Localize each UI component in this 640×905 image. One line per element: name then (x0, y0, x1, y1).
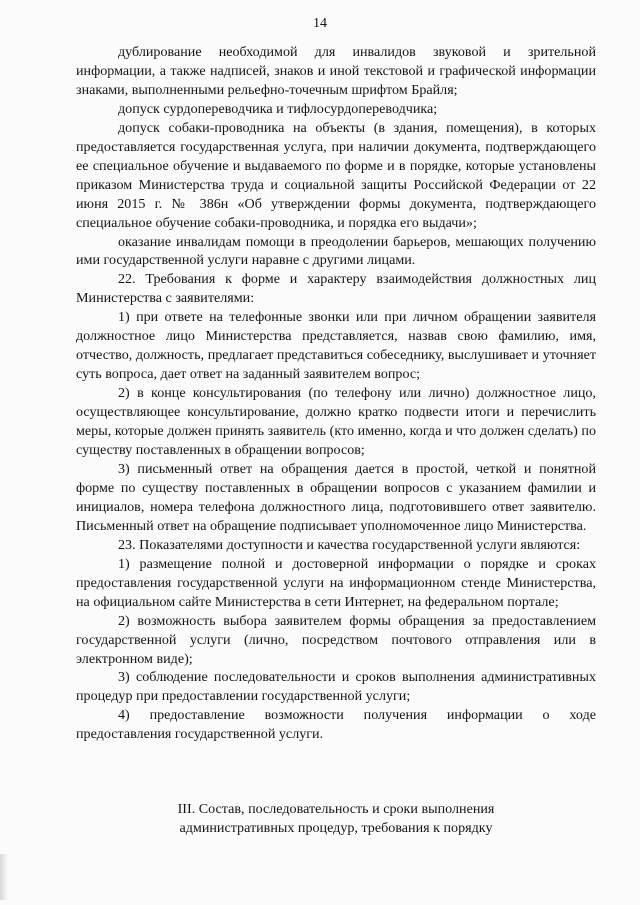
page-number: 14 (313, 16, 327, 31)
body-text (76, 43, 596, 744)
paragraph-sign-interpreter: допуск сурдопереводчика и тифлосурдопереводчика; (118, 100, 438, 117)
paragraph-23-2: 2) возможность выбора заявителем формы обращения за предоставлением государственной услуги (лично, посредством почтового отправления или в электронном виде); (76, 612, 596, 667)
scan-edge-shadow (0, 854, 8, 900)
section-heading-line-2: административных процедур, требования к порядку (179, 820, 493, 836)
section-heading (76, 800, 596, 838)
section-heading-line-1: III. Состав, последовательность и сроки выполнения (177, 801, 495, 817)
paragraph-23: 23. Показателями доступности и качества государственной услуги являются: (118, 536, 581, 553)
paragraph-braille: дублирование необходимой для инвалидов звуковой и зрительной информации, а также надписей, знаков и иной текстовой и графической информации знаками, выполненными рельефно-точечным шрифтом Брайля; (76, 44, 596, 98)
paragraph-23-1: 1) размещение полной и достоверной информации о порядке и сроках предоставления государственной услуги на информационном стенде Министерства, на официальном сайте Министерства в сети Интернет, на федеральном портале; (76, 555, 596, 610)
paragraph-23-3: 3) соблюдение последовательности и сроков выполнения административных процедур при предоставлении государственной услуги; (76, 669, 596, 705)
paragraph-22-3: 3) письменный ответ на обращения дается в простой, четкой и понятной форме по существу поставленных в обращении вопросов с указанием фамилии и инициалов, номера телефона должностного лица, подготовившего ответ заявителю. Письменный ответ на обращение подписывает уполномоченное лицо Министерства. (76, 460, 596, 534)
paragraph-guide-dog: допуск собаки-проводника на объекты (в здания, помещения), в которых предоставляется государственная услуга, при наличии документа, подтверждающего ее специальное обучение и выдаваемого по форме и в порядке, которые установлены приказом Министерства труда и социальной защиты Российской Федерации от 22 июня 2015 г. № 386н «Об утверждении формы документа, подтверждающего специальное обучение собаки-проводника, и порядка его выдачи»; (76, 119, 596, 231)
paragraph-assistance: оказание инвалидам помощи в преодолении барьеров, мешающих получению ими государственной услуги наравне с другими лицами. (76, 233, 596, 269)
paragraph-22: 22. Требования к форме и характеру взаимодействия должностных лиц Министерства с заявителями: (76, 271, 596, 307)
paragraph-23-4: 4) предоставление возможности получения информации о ходе предоставления государственной услуги. (76, 707, 596, 743)
paragraph-22-1: 1) при ответе на телефонные звонки или при личном обращении заявителя должностное лицо Министерства представляется, назвав свою фамилию, имя, отчество, должность, предлагает представиться собеседнику, выслушивает и уточняет суть вопроса, дает ответ на заданный заявителем вопрос; (76, 309, 596, 383)
paragraph-22-2: 2) в конце консультирования (по телефону или лично) должностное лицо, осуществляющее консультирование, должно кратко подвести итоги и перечислить меры, которые должен принять заявитель (кто именно, когда и что должен сделать) по существу поставленных в обращении вопросов; (76, 385, 596, 459)
